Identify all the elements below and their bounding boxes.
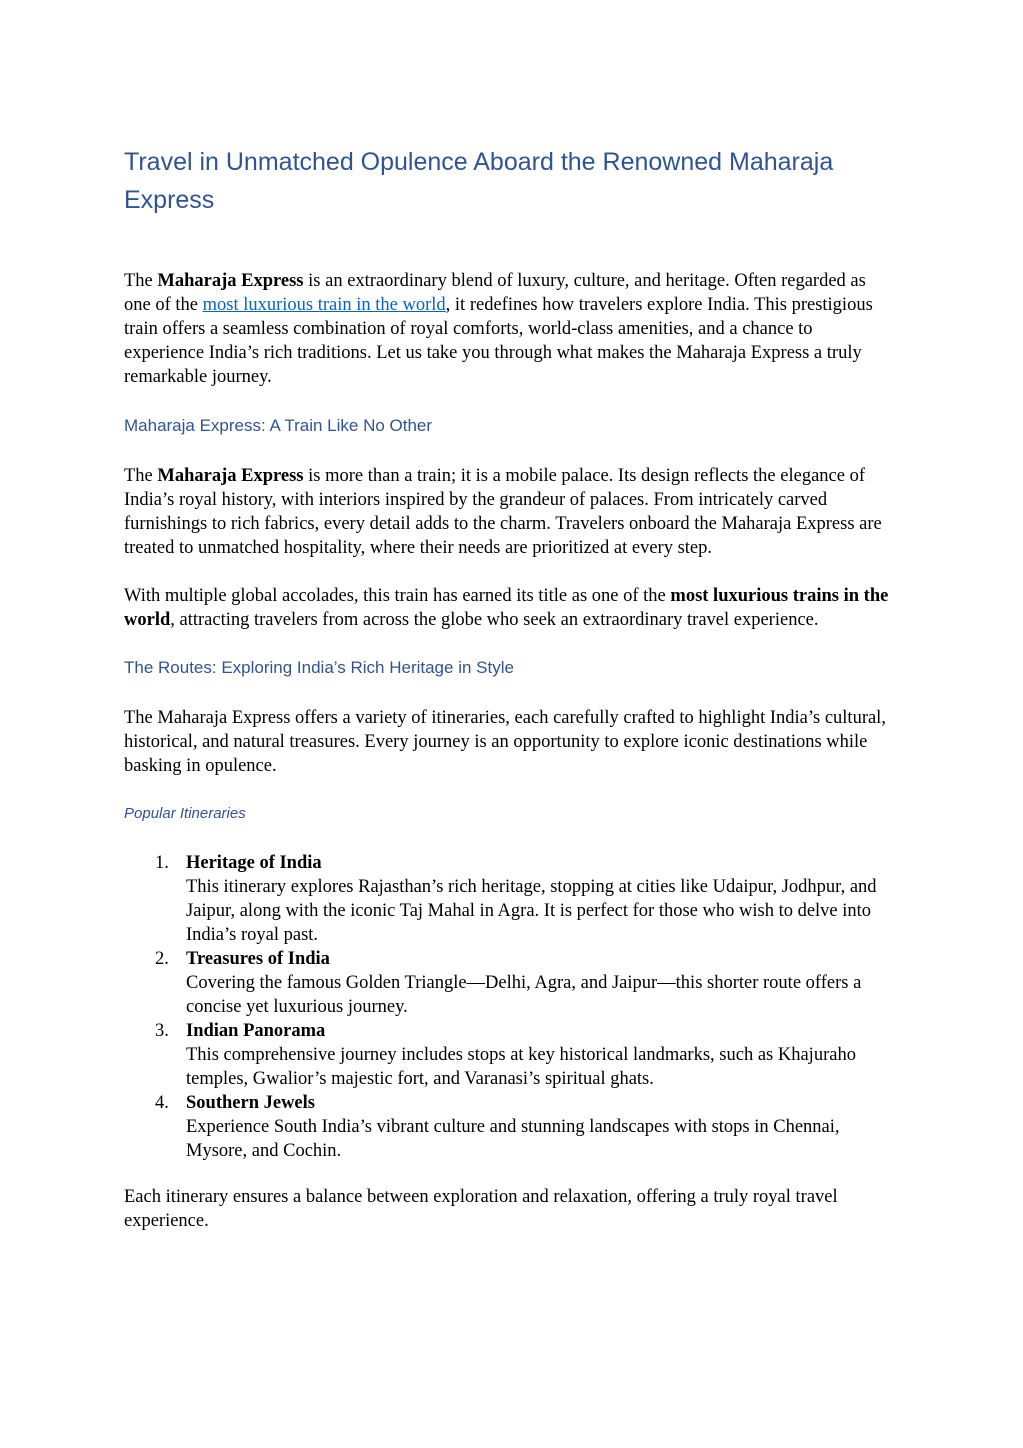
itinerary-number: 3. [155, 1021, 169, 1041]
itinerary-item-4 [124, 1091, 894, 1163]
itinerary-number: 4. [155, 1093, 169, 1113]
s1p2-bold-luxurious: most luxurious trains in the world [124, 586, 889, 630]
section2-paragraph-1: The Maharaja Express offers a variety of itineraries, each carefully crafted to highlight India’s cultural, historical, and natural treasures. Every journey is an opportunity to explore iconic destinations while basking in opulence. [124, 708, 886, 776]
itinerary-title: Treasures of India [186, 949, 330, 969]
itinerary-item-3 [124, 1019, 894, 1091]
section1-heading: Maharaja Express: A Train Like No Other [124, 416, 433, 435]
itinerary-description: Covering the famous Golden Triangle—Delhi, Agra, and Jaipur—this shorter route offers a concise yet luxurious journey. [186, 973, 862, 1017]
itinerary-description: This comprehensive journey includes stops at key historical landmarks, such as Khajuraho temples, Gwalior’s majestic fort, and Varanasi’s spiritual ghats. [186, 1045, 856, 1089]
itinerary-number: 2. [155, 949, 169, 969]
s1p2-text-1: With multiple global accolades, this train has earned its title as one of the [124, 586, 671, 606]
itinerary-title: Southern Jewels [186, 1093, 315, 1113]
closing-paragraph: Each itinerary ensures a balance between exploration and relaxation, offering a truly royal travel experience. [124, 1187, 838, 1231]
intro-text-1: The [124, 271, 158, 291]
s1-text-1: The [124, 466, 158, 486]
s1-text-2: is more than a train; it is a mobile palace. Its design reflects the elegance of India’s royal history, with interiors inspired by the grandeur of palaces. From intricately carved furnishings to rich fabrics, every detail adds to the charm. Travelers onboard the Maharaja Express are treated to unmatched hospitality, where their needs are prioritized at every step. [124, 466, 882, 558]
intro-paragraph [124, 269, 894, 389]
itinerary-title: Heritage of India [186, 853, 322, 873]
section1-paragraph-1 [124, 464, 894, 560]
itinerary-item-1 [124, 851, 894, 947]
document-title: Travel in Unmatched Opulence Aboard the Renowned Maharaja Express [124, 148, 834, 214]
section1-paragraph-2 [124, 584, 894, 632]
intro-text-3: , it redefines how travelers explore India. This prestigious train offers a seamless combination of royal comforts, world-class amenities, and a chance to experience India’s rich traditions. Let us take you through what makes the Maharaja Express a truly remarkable journey. [124, 295, 873, 387]
itinerary-description: This itinerary explores Rajasthan’s rich heritage, stopping at cities like Udaipur, Jodhpur, and Jaipur, along with the iconic Taj Mahal in Agra. It is perfect for those who wish to delve into India’s royal past. [186, 877, 877, 945]
document-content [124, 143, 894, 1233]
itinerary-title: Indian Panorama [186, 1021, 326, 1041]
popular-itineraries-heading: Popular Itineraries [124, 805, 246, 822]
itinerary-description: Experience South India’s vibrant culture and stunning landscapes with stops in Chennai, Mysore, and Cochin. [186, 1117, 840, 1161]
intro-text-2: is an extraordinary blend of luxury, culture, and heritage. Often regarded as one of the [124, 271, 866, 315]
itinerary-number: 1. [155, 853, 169, 873]
s1p2-text-2: , attracting travelers from across the globe who seek an extraordinary travel experience. [170, 610, 819, 630]
section2-heading: The Routes: Exploring India’s Rich Heritage in Style [124, 658, 514, 677]
intro-bold-maharaja: Maharaja Express [157, 271, 304, 291]
itinerary-item-2 [124, 947, 894, 1019]
itinerary-list [124, 851, 894, 1163]
s1-bold-maharaja: Maharaja Express [157, 466, 304, 486]
luxurious-train-link[interactable]: most luxurious train in the world [202, 295, 446, 315]
